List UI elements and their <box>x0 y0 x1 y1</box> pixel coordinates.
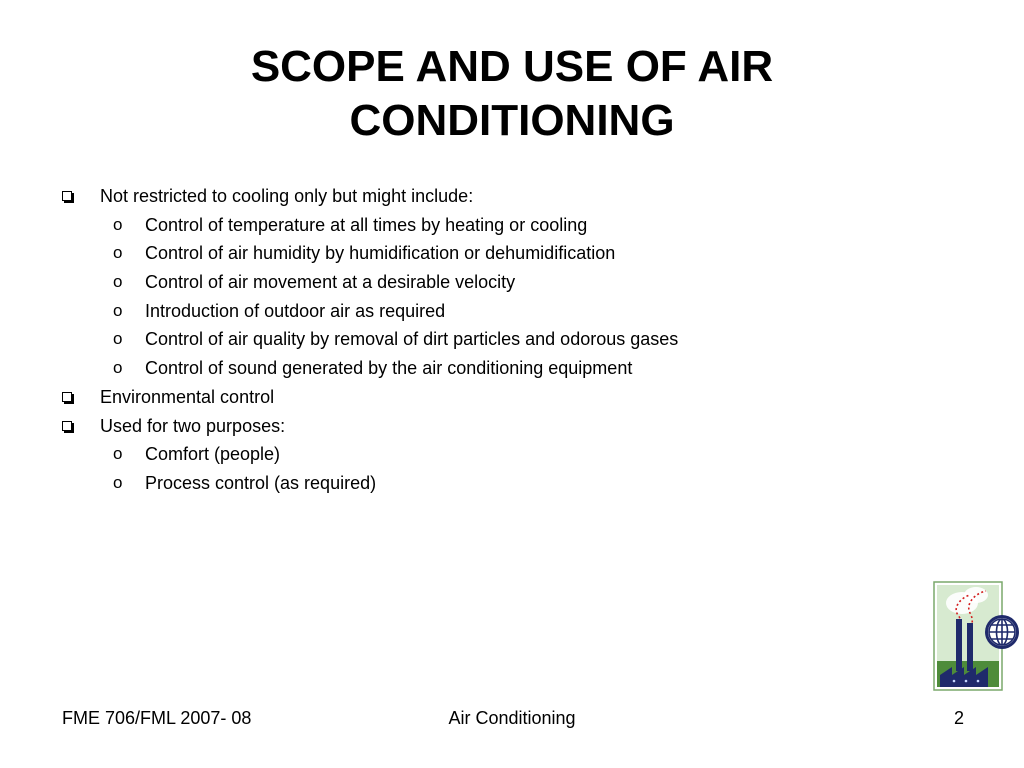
circle-bullet-icon: o <box>113 243 123 263</box>
square-bullet-icon <box>62 191 72 201</box>
globe-icon <box>985 615 1019 649</box>
list-item <box>60 469 960 498</box>
list-item-text: Not restricted to cooling only but might include: <box>100 186 474 206</box>
list-item <box>60 182 960 211</box>
factory-globe-logo-icon <box>932 579 1020 691</box>
list-item-text: Control of air quality by removal of dirt particles and odorous gases <box>145 329 679 350</box>
list-item <box>60 412 960 441</box>
list-item <box>60 268 960 297</box>
list-item <box>60 440 960 469</box>
footer-title: Air Conditioning <box>448 708 576 728</box>
list-item <box>60 383 960 412</box>
title-line-2: CONDITIONING <box>349 96 675 145</box>
list-item-text: Environmental control <box>100 386 275 407</box>
list-item-text: Used for two purposes: <box>100 415 286 436</box>
list-item-text: Control of air humidity by humidification or dehumidification <box>145 243 616 264</box>
bullet-list <box>60 182 960 498</box>
list-item-text: Control of air movement at a desirable velocity <box>145 272 516 293</box>
circle-bullet-icon: o <box>113 358 123 378</box>
list-item-text: Introduction of outdoor air as required <box>145 300 446 321</box>
circle-bullet-icon: o <box>113 444 123 464</box>
list-item <box>60 297 960 326</box>
title-line-1: SCOPE AND USE OF AIR <box>250 42 774 91</box>
list-item-text: Control of temperature at all times by heating or cooling <box>145 214 588 235</box>
circle-bullet-icon: o <box>113 472 123 492</box>
circle-bullet-icon: o <box>113 300 123 320</box>
list-item <box>60 239 960 268</box>
list-item <box>60 354 960 383</box>
square-bullet-icon <box>62 392 72 402</box>
slide-number: 2 <box>953 708 964 728</box>
list-item <box>60 211 960 240</box>
circle-bullet-icon: o <box>113 329 123 349</box>
footer-course-code: FME 706/FML 2007- 08 <box>62 708 252 728</box>
list-item-text: Process control (as required) <box>145 472 377 493</box>
circle-bullet-icon: o <box>113 214 123 234</box>
square-bullet-icon <box>62 421 72 431</box>
slide-title <box>0 40 1024 148</box>
circle-bullet-icon: o <box>113 272 123 292</box>
list-item-text: Comfort (people) <box>145 444 281 465</box>
list-item <box>60 325 960 354</box>
list-item-text: Control of sound generated by the air conditioning equipment <box>145 358 633 379</box>
